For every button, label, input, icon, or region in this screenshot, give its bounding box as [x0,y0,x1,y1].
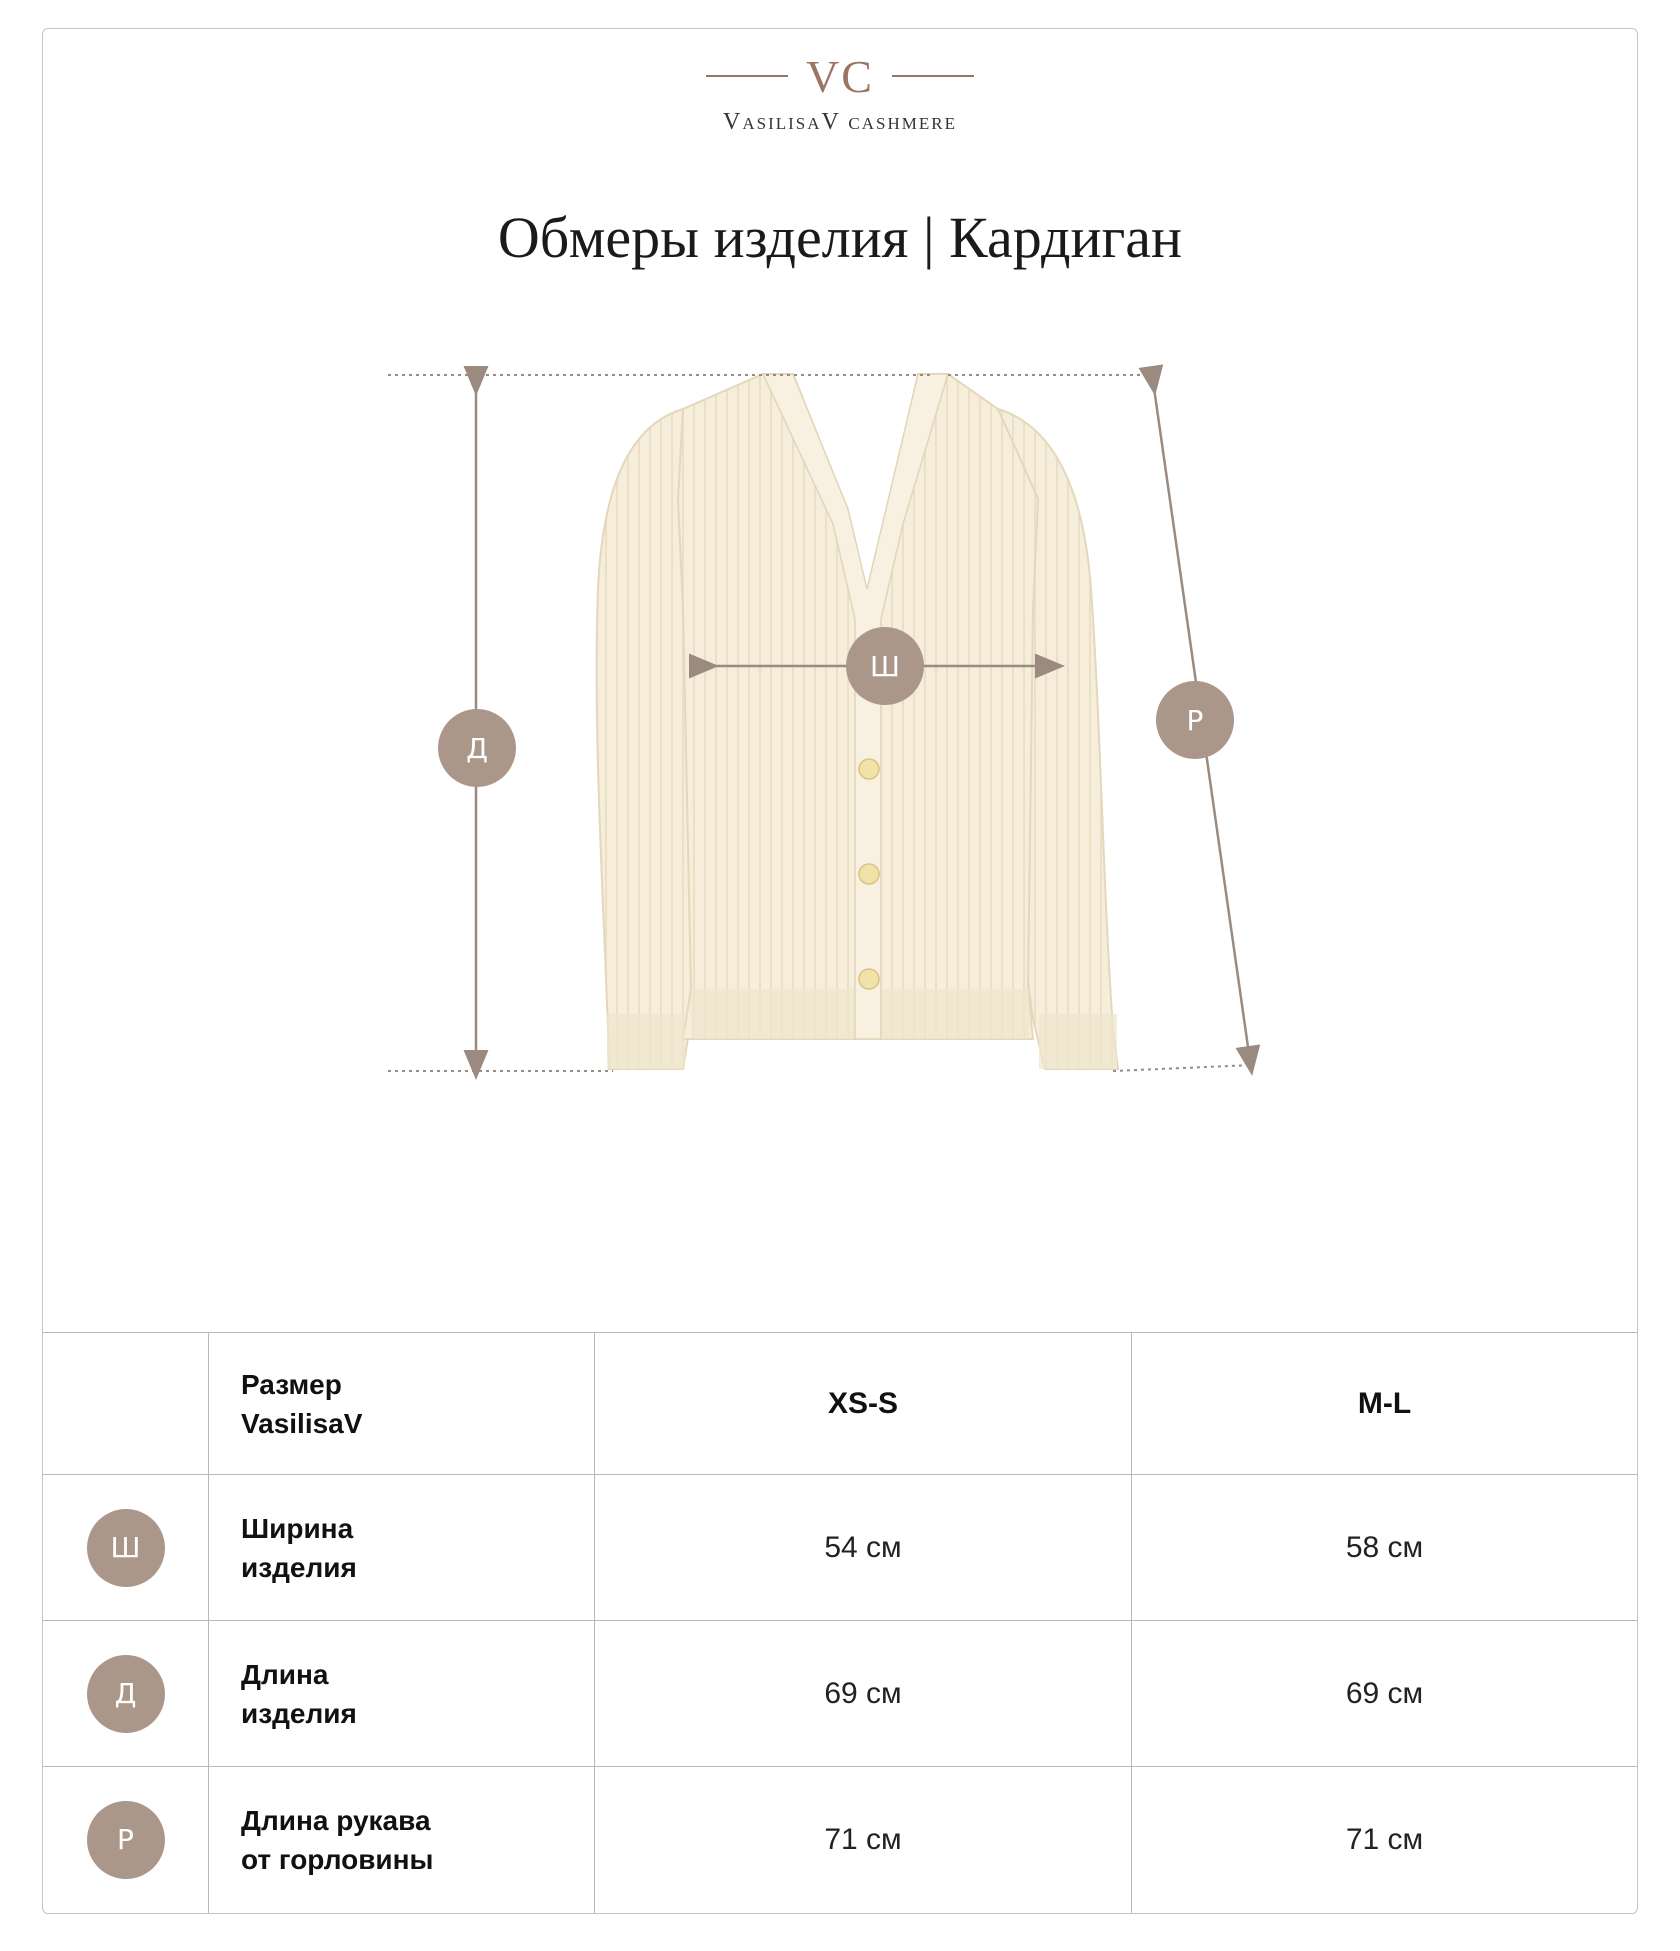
header-empty-cell [43,1333,209,1475]
table-cell-value: 69 см [1132,1621,1638,1767]
sleeve-badge: Р [1156,681,1234,759]
measurement-diagram [43,29,1639,1179]
row-label-line2: изделия [241,1551,357,1583]
size-table [43,1332,1637,1913]
table-cell-value: 71 см [595,1767,1132,1913]
size-header-m-l: M-L [1132,1333,1638,1475]
table-cell-value: 58 см [1132,1475,1638,1621]
length-row-badge: Д [87,1655,165,1733]
header-label-line2: VasilisaV [241,1407,363,1439]
logo-monogram: VC [806,50,874,102]
header-label-cell [209,1333,595,1475]
table-cell-value: 71 см [1132,1767,1638,1913]
row-label-line2: изделия [241,1697,357,1729]
width-badge: Ш [846,627,924,705]
row-label-line1: Длина [241,1658,329,1690]
row-label-line1: Длина рукава [241,1804,431,1836]
bottom-guide-right [1113,1065,1253,1071]
table-header-row [43,1333,1637,1475]
button-1 [859,759,879,779]
row-label-line2: от горловины [241,1843,434,1875]
table-cell-value: 69 см [595,1621,1132,1767]
width-row-badge: Ш [87,1509,165,1587]
right-cuff [1039,1014,1117,1069]
left-cuff [607,1014,685,1069]
table-row [43,1475,1637,1621]
sleeve-row-badge: Р [87,1801,165,1879]
table-row [43,1621,1637,1767]
cardigan-illustration [43,29,1639,1179]
row-label-line1: Ширина [241,1512,354,1544]
logo-wordmark: VasilisaV cashmere [723,109,957,135]
size-header-xs-s: XS-S [595,1333,1132,1475]
size-chart-card [42,28,1638,1914]
header-label-line1: Размер [241,1368,342,1400]
page-title: Обмеры изделия | Кардиган [497,205,1183,270]
table-row [43,1767,1637,1913]
button-2 [859,864,879,884]
button-3 [859,969,879,989]
length-badge: Д [438,709,516,787]
table-cell-value: 54 см [595,1475,1132,1621]
